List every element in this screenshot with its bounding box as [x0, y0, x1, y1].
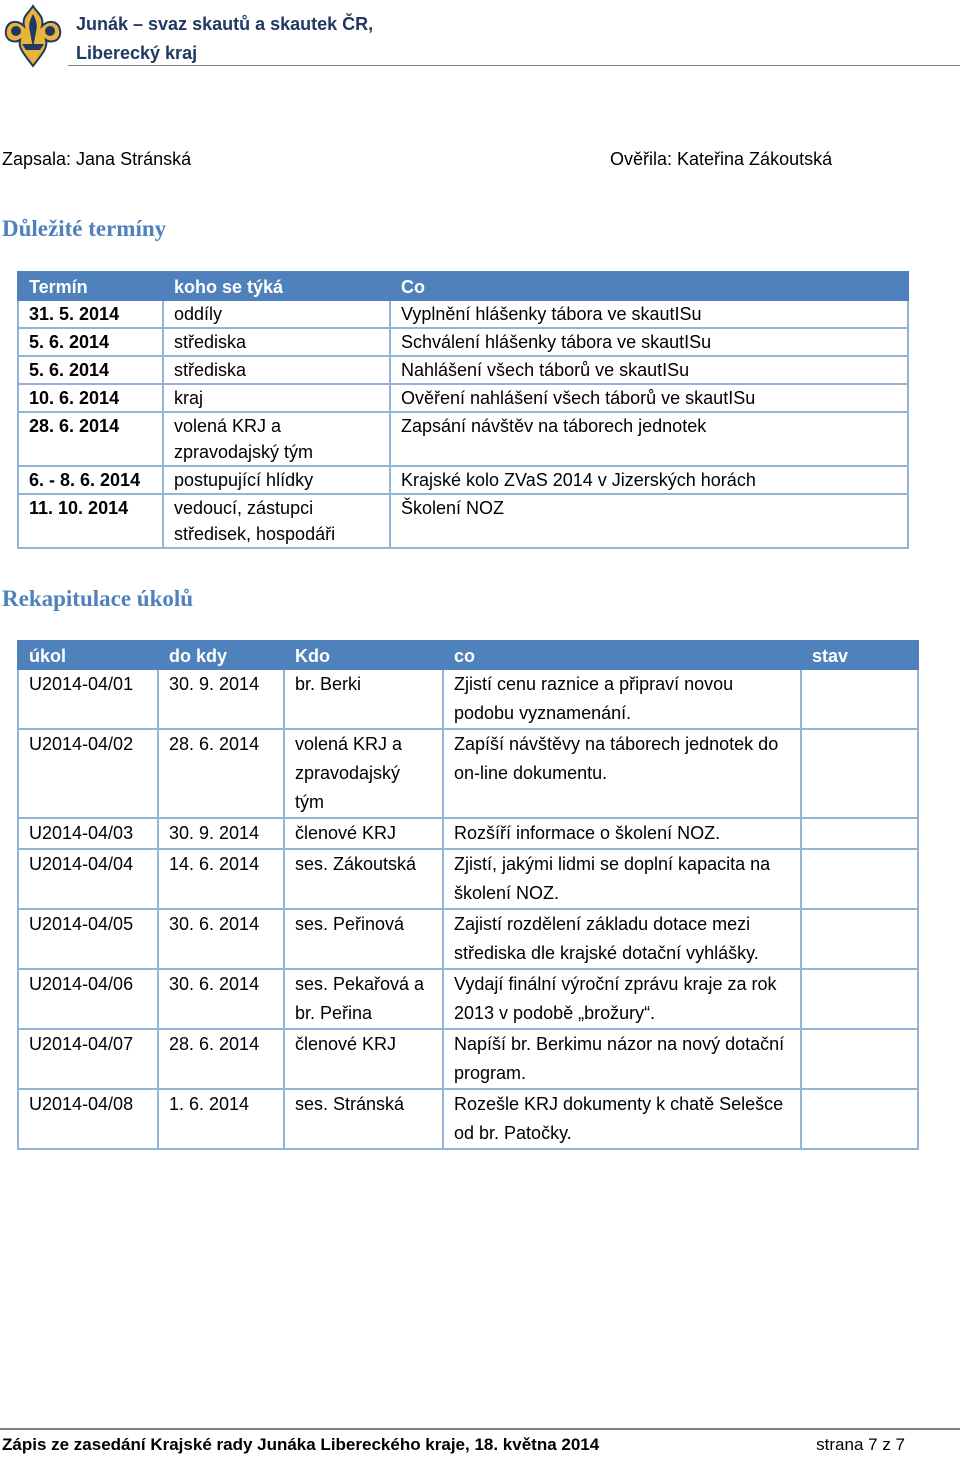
- column-header: koho se týká: [163, 272, 390, 300]
- deadline-cell: 14. 6. 2014: [158, 849, 284, 909]
- task-description-cell: Vydají finální výroční zprávu kraje za rok 2013 v podobě „brožury“.: [443, 969, 801, 1029]
- assignee-cell: br. Berki: [284, 669, 443, 729]
- task-description-cell: Zjistí, jakými lidmi se doplní kapacita na školení NOZ.: [443, 849, 801, 909]
- audience-cell: střediska: [163, 356, 390, 384]
- status-cell: [801, 969, 918, 1029]
- page-header: [0, 0, 960, 72]
- date-cell: 5. 6. 2014: [18, 328, 163, 356]
- column-header: Co: [390, 272, 908, 300]
- audience-cell: volená KRJ a zpravodajský tým: [163, 412, 390, 466]
- audience-cell: vedoucí, zástupci středisek, hospodáři: [163, 494, 390, 548]
- task-id-cell: U2014-04/08: [18, 1089, 158, 1149]
- task-id-cell: U2014-04/07: [18, 1029, 158, 1089]
- table-row: [18, 384, 908, 412]
- date-cell: 28. 6. 2014: [18, 412, 163, 466]
- footer-title: Zápis ze zasedání Krajské rady Junáka Libereckého kraje, 18. května 2014: [2, 1435, 600, 1454]
- audience-cell: střediska: [163, 328, 390, 356]
- date-cell: 5. 6. 2014: [18, 356, 163, 384]
- audience-cell: oddíly: [163, 300, 390, 328]
- table-row: [18, 818, 918, 849]
- scout-lily-logo: [2, 4, 64, 68]
- status-cell: [801, 669, 918, 729]
- table-row: [18, 494, 908, 548]
- task-description-cell: Rozešle KRJ dokumenty k chatě Selešce od br. Patočky.: [443, 1089, 801, 1149]
- table-header-row: [18, 641, 918, 669]
- table-row: [18, 969, 918, 1029]
- assignee-cell: volená KRJ a zpravodajský tým: [284, 729, 443, 818]
- status-cell: [801, 1089, 918, 1149]
- column-header: úkol: [18, 641, 158, 669]
- task-id-cell: U2014-04/02: [18, 729, 158, 818]
- assignee-cell: ses. Pekařová a br. Peřina: [284, 969, 443, 1029]
- status-cell: [801, 849, 918, 909]
- footer-divider: [0, 1428, 960, 1430]
- header-divider: [68, 65, 960, 66]
- page-number: strana 7 z 7: [816, 1435, 905, 1454]
- deadline-cell: 30. 9. 2014: [158, 669, 284, 729]
- event-cell: Nahlášení všech táborů ve skautISu: [390, 356, 908, 384]
- table-row: [18, 909, 918, 969]
- important-dates-table: [17, 271, 909, 549]
- task-description-cell: Napíší br. Berkimu názor na nový dotační program.: [443, 1029, 801, 1089]
- date-cell: 6. - 8. 6. 2014: [18, 466, 163, 494]
- deadline-cell: 1. 6. 2014: [158, 1089, 284, 1149]
- event-cell: Zapsání návštěv na táborech jednotek: [390, 412, 908, 466]
- deadline-cell: 30. 6. 2014: [158, 909, 284, 969]
- recorded-by: Zapsala: Jana Stránská: [2, 149, 192, 169]
- task-id-cell: U2014-04/04: [18, 849, 158, 909]
- audience-cell: kraj: [163, 384, 390, 412]
- status-cell: [801, 909, 918, 969]
- table-row: [18, 849, 918, 909]
- table-row: [18, 328, 908, 356]
- table-row: [18, 669, 918, 729]
- table-row: [18, 1089, 918, 1149]
- assignee-cell: ses. Peřinová: [284, 909, 443, 969]
- column-header: do kdy: [158, 641, 284, 669]
- event-cell: Krajské kolo ZVaS 2014 v Jizerských horách: [390, 466, 908, 494]
- table-row: [18, 300, 908, 328]
- date-cell: 10. 6. 2014: [18, 384, 163, 412]
- status-cell: [801, 729, 918, 818]
- assignee-cell: ses. Stránská: [284, 1089, 443, 1149]
- status-cell: [801, 818, 918, 849]
- organization-name: [76, 10, 373, 68]
- column-header: co: [443, 641, 801, 669]
- date-cell: 31. 5. 2014: [18, 300, 163, 328]
- tasks-heading: Rekapitulace úkolů: [2, 586, 194, 611]
- table-header-row: [18, 272, 908, 300]
- audience-cell: postupující hlídky: [163, 466, 390, 494]
- assignee-cell: členové KRJ: [284, 1029, 443, 1089]
- assignee-cell: členové KRJ: [284, 818, 443, 849]
- org-line-2: Liberecký kraj: [76, 43, 198, 63]
- column-header: stav: [801, 641, 918, 669]
- event-cell: Ověření nahlášení všech táborů ve skautISu: [390, 384, 908, 412]
- table-row: [18, 1029, 918, 1089]
- deadline-cell: 30. 6. 2014: [158, 969, 284, 1029]
- table-row: [18, 729, 918, 818]
- verified-by: Ověřila: Kateřina Zákoutská: [610, 149, 833, 169]
- deadline-cell: 30. 9. 2014: [158, 818, 284, 849]
- task-id-cell: U2014-04/01: [18, 669, 158, 729]
- column-header: Termín: [18, 272, 163, 300]
- event-cell: Školení NOZ: [390, 494, 908, 548]
- table-row: [18, 466, 908, 494]
- tasks-table: [17, 640, 919, 1150]
- column-header: Kdo: [284, 641, 443, 669]
- task-description-cell: Zapíší návštěvy na táborech jednotek do on-line dokumentu.: [443, 729, 801, 818]
- org-line-1: Junák – svaz skautů a skautek ČR,: [76, 14, 374, 34]
- task-description-cell: Zajistí rozdělení základu dotace mezi střediska dle krajské dotační vyhlášky.: [443, 909, 801, 969]
- date-cell: 11. 10. 2014: [18, 494, 163, 548]
- event-cell: Vyplnění hlášenky tábora ve skautISu: [390, 300, 908, 328]
- task-id-cell: U2014-04/03: [18, 818, 158, 849]
- deadline-cell: 28. 6. 2014: [158, 729, 284, 818]
- status-cell: [801, 1029, 918, 1089]
- task-description-cell: Zjistí cenu raznice a připraví novou podobu vyznamenání.: [443, 669, 801, 729]
- deadline-cell: 28. 6. 2014: [158, 1029, 284, 1089]
- task-description-cell: Rozšíří informace o školení NOZ.: [443, 818, 801, 849]
- assignee-cell: ses. Zákoutská: [284, 849, 443, 909]
- event-cell: Schválení hlášenky tábora ve skautISu: [390, 328, 908, 356]
- task-id-cell: U2014-04/05: [18, 909, 158, 969]
- table-row: [18, 412, 908, 466]
- table-row: [18, 356, 908, 384]
- task-id-cell: U2014-04/06: [18, 969, 158, 1029]
- important-dates-heading: Důležité termíny: [2, 216, 167, 241]
